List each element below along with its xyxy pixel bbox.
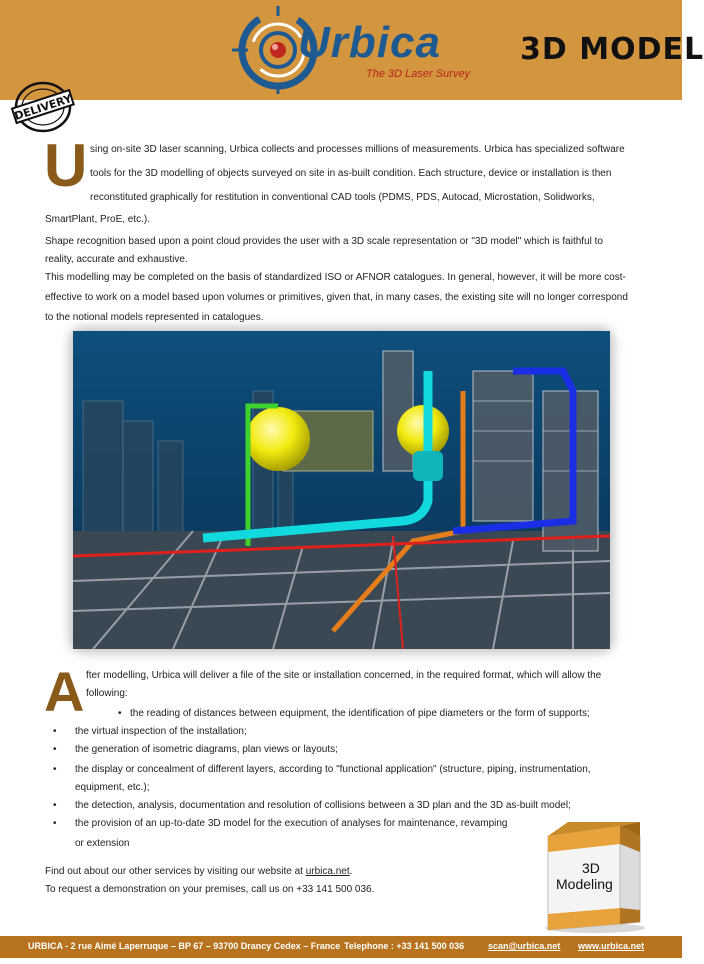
- 3d-modeling-box-icon: [540, 818, 650, 934]
- header-band: [0, 0, 704, 100]
- demo-line: To request a demonstration on your premises, call us on +33 141 500 036.: [45, 884, 375, 895]
- bullet-item-6-cont: or extension: [75, 838, 130, 849]
- website-suffix: .: [349, 866, 353, 877]
- box-label-3d: 3D: [582, 860, 600, 876]
- bullet-item-4: the display or concealment of different layers, according to "functional application" (structure, piping, instrumentation,: [75, 764, 591, 775]
- after-line-1: fter modelling, Urbica will deliver a file of the site or installation concerned, in the required format, which will allow the: [86, 670, 602, 681]
- shape-line-2: reality, accurate and exhaustive.: [45, 254, 188, 265]
- footer-web-link[interactable]: www.urbica.net: [578, 941, 645, 951]
- box-label-modeling: Modeling: [556, 876, 613, 892]
- shape-line-1: Shape recognition based upon a point cloud provides the user with a 3D scale representation or "3D model" which is faithful to: [45, 236, 603, 247]
- intro-dropcap: U: [44, 132, 88, 199]
- intro-line-2: tools for the 3D modelling of objects surveyed on site in as-built condition. Each structure, device or installation is then: [90, 168, 612, 179]
- urbica-logo: [228, 4, 478, 96]
- bullet-item-4-cont: equipment, etc.);: [75, 782, 150, 793]
- bullet-item-5: the detection, analysis, documentation and resolution of collisions between a 3D plan and the 3D as-built model;: [75, 800, 571, 811]
- website-line: [45, 862, 352, 882]
- brand-tagline: The 3D Laser Survey: [366, 68, 470, 80]
- footer-phone: Telephone : +33 141 500 036: [344, 941, 465, 951]
- page-title: 3D MODEL: [520, 32, 704, 67]
- bullet-item-2: the virtual inspection of the installation;: [75, 726, 247, 737]
- bullet-marker: •: [53, 764, 57, 775]
- bullet-item-1: the reading of distances between equipment, the identification of pipe diameters or the form of supports;: [130, 708, 590, 719]
- after-dropcap: A: [44, 660, 85, 723]
- bullet-marker: •: [53, 818, 57, 829]
- delivery-stamp-icon: [10, 78, 76, 136]
- bullet-marker: •: [53, 800, 57, 811]
- bullet-item-6: the provision of an up-to-date 3D model for the execution of analyses for maintenance, revamping: [75, 818, 508, 829]
- website-link[interactable]: urbica.net: [305, 866, 350, 877]
- intro-line-1: sing on-site 3D laser scanning, Urbica collects and processes millions of measurements. Urbica has specialized software: [90, 144, 625, 155]
- after-line-2: following:: [86, 688, 128, 699]
- shape-line-5: to the notional models represented in catalogues.: [45, 312, 264, 323]
- bullet-marker: •: [118, 708, 122, 719]
- website-text: Find out about our other services by visiting our website at: [45, 866, 306, 877]
- intro-line-4: SmartPlant, ProE, etc.).: [45, 214, 151, 225]
- footer-address: URBICA - 2 rue Aimé Laperruque – BP 67 – 93700 Drancy Cedex – France: [28, 941, 341, 951]
- bullet-marker: •: [53, 744, 57, 755]
- stamp-text: DELIVERY: [12, 92, 74, 123]
- shape-line-3: This modelling may be completed on the basis of standardized ISO or AFNOR catalogues. In general, however, it will be more cost-: [45, 272, 626, 283]
- footer-band: [0, 936, 682, 958]
- shape-line-4: effective to work on a model based upon volumes or primitives, given that, in many cases, the existing site will no longer correspond: [45, 292, 628, 303]
- bullet-marker: •: [53, 726, 57, 737]
- footer-email-link[interactable]: scan@urbica.net: [488, 941, 561, 951]
- brand-name: Urbica: [298, 18, 441, 67]
- bullet-item-3: the generation of isometric diagrams, plan views or layouts;: [75, 744, 338, 755]
- intro-line-3: reconstituted graphically for restitution in conventional CAD tools (PDMS, PDS, Autocad, Microstation, Solidworks,: [90, 192, 595, 203]
- plant-3d-model-image: [73, 331, 610, 649]
